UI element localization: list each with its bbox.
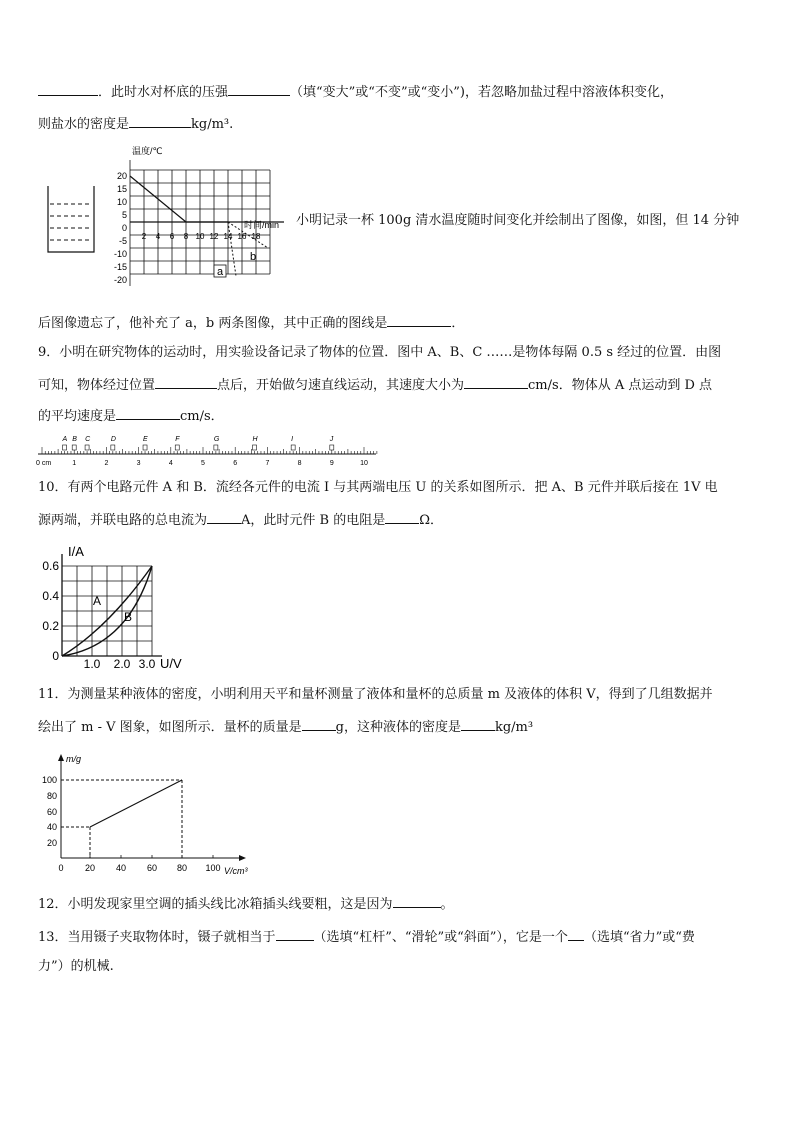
ruler-point-label: J [329, 436, 334, 443]
svg-text:100: 100 [205, 863, 221, 873]
ruler-position-marker [330, 445, 334, 450]
ruler-position-marker [72, 445, 76, 450]
svg-text:18: 18 [251, 232, 261, 241]
svg-text:60: 60 [46, 807, 57, 817]
svg-text:2.0: 2.0 [113, 657, 131, 671]
q9-line1: 9．小明在研究物体的运动时，用实验设备记录了物体的位置．图中 A、B、C ……是物体每隔 0.5 s 经过的位置．由图 [38, 345, 722, 360]
svg-text:10: 10 [195, 232, 205, 241]
ruler-position-marker [85, 445, 89, 450]
svg-text:40: 40 [115, 863, 127, 873]
svg-text:-10: -10 [113, 249, 127, 259]
svg-text:10: 10 [116, 197, 127, 207]
blank[interactable] [302, 717, 336, 731]
x-axis-label: U/V [160, 656, 182, 671]
blank[interactable] [38, 82, 98, 96]
blank[interactable] [129, 114, 191, 128]
svg-text:80: 80 [176, 863, 188, 873]
x-axis-label: 时间/min [244, 220, 280, 230]
svg-text:12: 12 [209, 232, 219, 241]
ruler-number: 9 [329, 460, 334, 467]
line-a [228, 222, 236, 276]
svg-text:0.2: 0.2 [42, 619, 59, 633]
blank[interactable] [568, 927, 584, 941]
svg-text:14: 14 [223, 232, 233, 241]
ruler-position-marker [214, 445, 218, 450]
label-b: B [124, 610, 133, 624]
ruler-position-marker [63, 445, 67, 450]
svg-text:80: 80 [46, 791, 57, 801]
q11-line2: 绘出了 m - V 图象，如图所示．量杯的质量是 g，这种液体的密度是 kg/m³ [38, 717, 533, 737]
svg-text:100: 100 [41, 775, 57, 785]
label-b: b [250, 251, 257, 263]
ruler-figure [36, 432, 380, 468]
svg-text:0: 0 [121, 223, 127, 233]
q10-line2: 源两端，并联电路的总电流为 A，此时元件 B 的电阻是 Ω． [38, 510, 443, 530]
blank[interactable] [464, 375, 528, 389]
ruler-point-label: A [62, 436, 68, 443]
svg-text:-5: -5 [118, 236, 127, 246]
ruler-number: 5 [201, 460, 205, 467]
q8-line2: 则盐水的密度是 kg/m³. [38, 114, 233, 134]
ruler-point-label: B [72, 436, 77, 443]
q9-line2: 可知，物体经过位置 点后，开始做匀速直线运动，其速度大小为 cm/s．物体从 A 点运动到 D 点 [38, 375, 712, 395]
ruler-position-marker [111, 445, 115, 450]
ruler-number: 2 [104, 460, 109, 467]
q8-line1: ．此时水对杯底的压强 （填“变大”或“不变”或“变小”)，若忽略加盐过程中溶液体积变化， [38, 82, 673, 102]
x-axis-label: V/cm³ [224, 866, 248, 876]
q12-line: 12．小明发现家里空调的插头线比冰箱插头线要粗，这是因为 。 [38, 894, 454, 914]
svg-text:6: 6 [169, 232, 175, 241]
ruler-unit: 0 cm [36, 460, 52, 467]
q10-line1: 10．有两个电路元件 A 和 B．流经各元件的电流 I 与其两端电压 U 的关系如图所示．把 A、B 元件并联后接在 1V 电 [38, 480, 718, 495]
ruler-point-label: C [85, 436, 91, 443]
q11-line1: 11．为测量某种液体的密度，小明利用天平和量杯测量了液体和量杯的总质量 m 及液体的体积 V，得到了几组数据并 [38, 687, 713, 702]
ruler-point-label: F [175, 436, 180, 443]
label-a: A [93, 594, 102, 608]
ruler-number: 3 [136, 460, 141, 467]
blank[interactable] [116, 406, 180, 420]
svg-text:3.0: 3.0 [138, 657, 156, 671]
blank[interactable] [155, 375, 217, 389]
current-voltage-chart [38, 540, 198, 672]
blank[interactable] [385, 510, 419, 524]
y-axis-label: 温度/℃ [132, 146, 163, 156]
y-axis-label: I/A [68, 544, 84, 559]
blank[interactable] [387, 313, 451, 327]
ruler-point-label: G [213, 436, 220, 443]
blank[interactable] [276, 927, 314, 941]
temperature-chart [108, 142, 294, 290]
q13-line2: 力”）的机械. [38, 959, 114, 974]
ruler-position-marker [291, 445, 295, 450]
svg-text:20: 20 [46, 838, 57, 848]
svg-text:60: 60 [146, 863, 158, 873]
ruler-number: 1 [72, 460, 77, 467]
q8-graph-side-text: 小明记录一杯 100g 清水温度随时间变化并绘制出了图像，如图，但 14 分钟 [296, 213, 740, 228]
ruler-point-label: E [143, 436, 148, 443]
ruler-number: 4 [168, 460, 173, 467]
blank[interactable] [393, 894, 441, 908]
ruler-number: 10 [360, 460, 368, 467]
svg-text:15: 15 [116, 184, 127, 194]
ruler-number: 8 [297, 460, 302, 467]
svg-text:1.0: 1.0 [83, 657, 101, 671]
q13-line1: 13．当用镊子夹取物体时，镊子就相当于 （选填“杠杆”、“滑轮”或“斜面”），它是一个 （选填“省力”或“费 [38, 927, 695, 947]
y-axis-label: m/g [66, 754, 82, 764]
ruler-position-marker [143, 445, 147, 450]
beaker-figure [46, 186, 98, 256]
svg-text:0.4: 0.4 [42, 589, 59, 603]
svg-text:20: 20 [84, 863, 96, 873]
ruler-point-label: I [291, 436, 294, 443]
svg-text:20: 20 [116, 171, 127, 181]
svg-text:0.6: 0.6 [42, 559, 59, 573]
svg-text:40: 40 [46, 822, 57, 832]
ruler-number: 6 [233, 460, 238, 467]
svg-text:16: 16 [237, 232, 247, 241]
q9-line3: 的平均速度是 cm/s． [38, 406, 224, 426]
svg-text:4: 4 [155, 232, 161, 241]
blank[interactable] [461, 717, 495, 731]
q8-line3: 后图像遗忘了，他补充了 a，b 两条图像，其中正确的图线是 ． [38, 313, 464, 333]
svg-text:2: 2 [141, 232, 147, 241]
mass-volume-line [90, 780, 182, 827]
blank[interactable] [228, 82, 290, 96]
mass-volume-chart [36, 752, 258, 880]
svg-text:5: 5 [121, 210, 127, 220]
svg-text:8: 8 [183, 232, 189, 241]
ruler-point-label: D [110, 436, 116, 443]
blank[interactable] [207, 510, 241, 524]
ruler-number: 7 [265, 460, 270, 467]
svg-text:0: 0 [52, 649, 59, 663]
ruler-point-label: H [252, 436, 258, 443]
ruler-position-marker [253, 445, 257, 450]
svg-text:0: 0 [58, 863, 64, 873]
svg-text:-20: -20 [113, 275, 127, 285]
ruler-position-marker [175, 445, 179, 450]
label-a: a [217, 266, 224, 278]
svg-text:-15: -15 [113, 262, 127, 272]
